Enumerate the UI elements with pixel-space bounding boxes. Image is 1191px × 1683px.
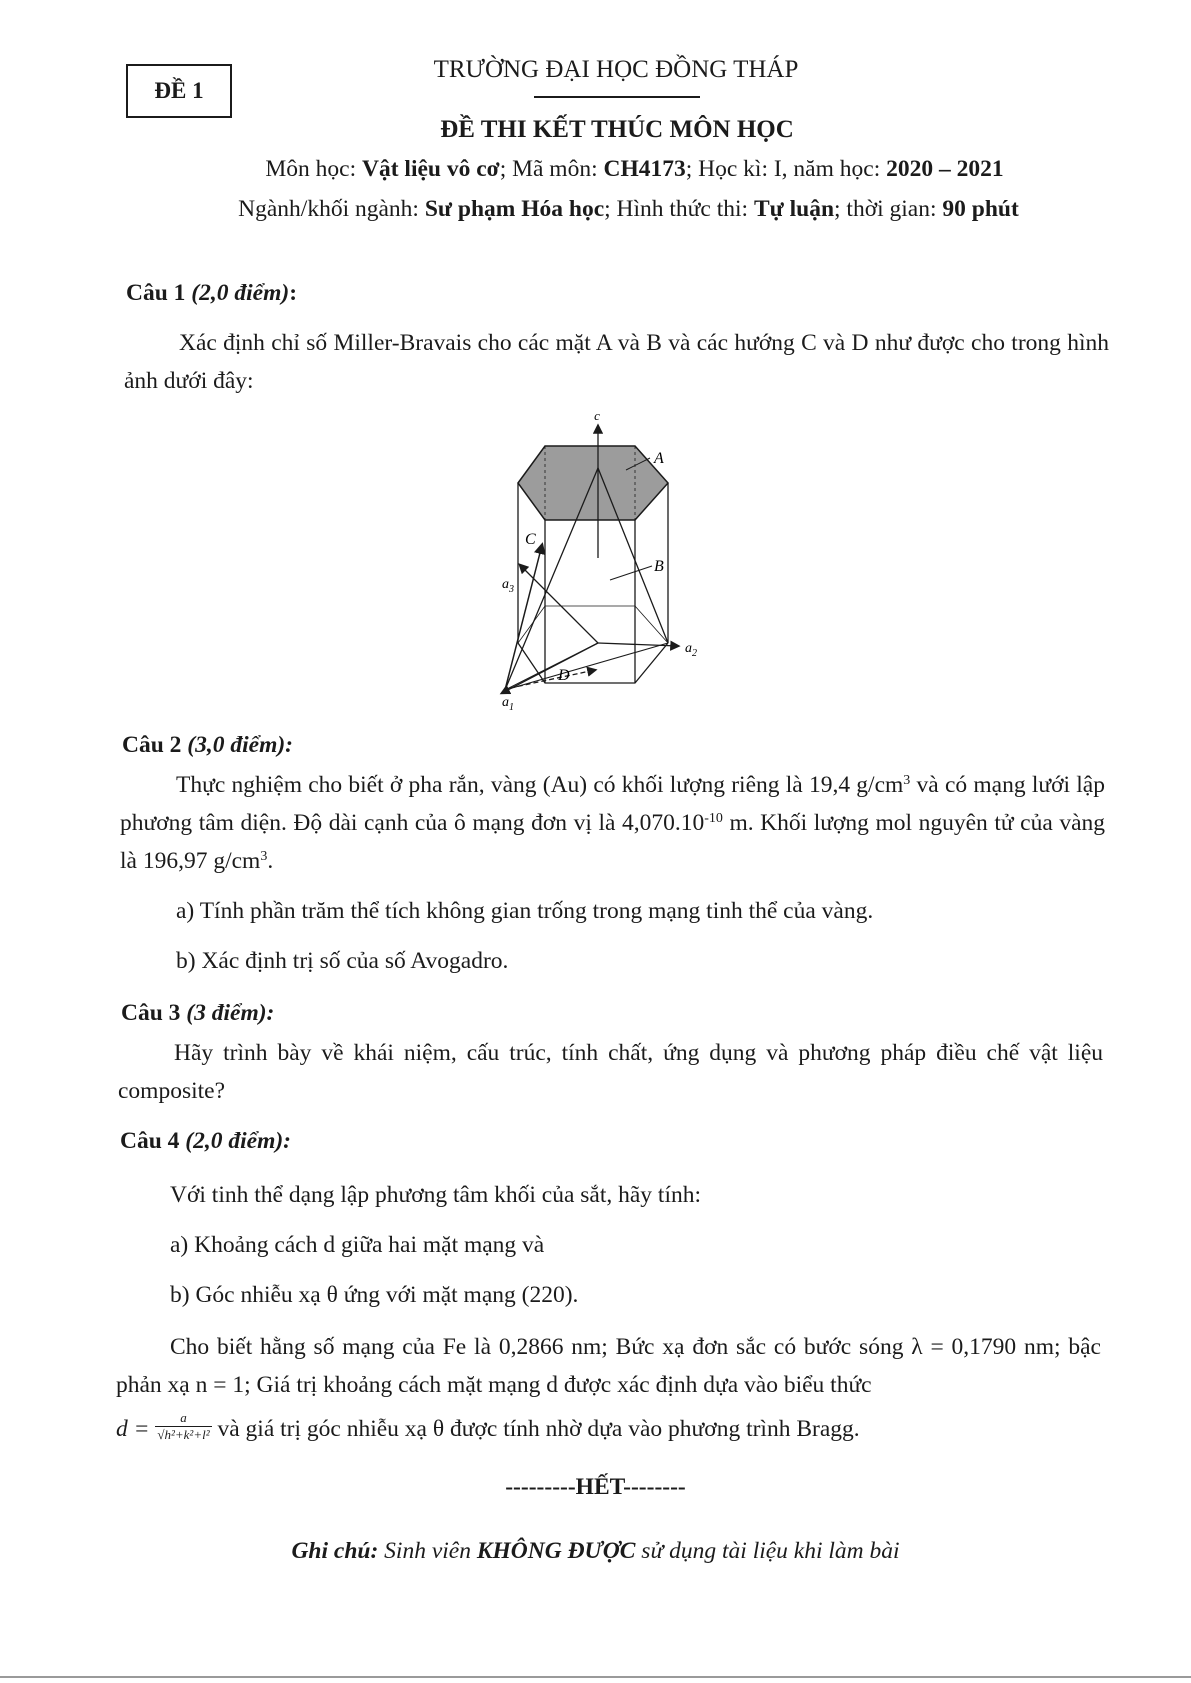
a1-axis-label: $a_1$: [502, 695, 514, 713]
course-info-line: Môn học: Vật liệu vô cơ; Mã môn: CH4173; Học kì: I, năm học: 2020 – 2021: [265, 156, 1004, 182]
course-code: CH4173: [603, 156, 686, 182]
question-4-item-b: b) Góc nhiễu xạ θ ứng với mặt mạng (220).: [170, 1282, 579, 1308]
question-1-text: Xác định chỉ số Miller-Bravais cho các mặt A và B và các hướng C và D như được cho trong hình ảnh dưới đây:: [124, 330, 1109, 394]
c-axis-label: c: [594, 408, 600, 423]
hexagonal-cell-figure: [480, 408, 740, 718]
exam-time: 90 phút: [942, 196, 1019, 222]
end-marker: ---------HẾT--------: [505, 1474, 686, 1500]
exam-form: Tự luận: [753, 196, 835, 222]
plane-A-label: A: [654, 450, 664, 467]
question-3-text: Hãy trình bày về khái niệm, cấu trúc, tính chất, ứng dụng và phương pháp điều chế vật liệu composite?: [118, 1040, 1103, 1104]
question-2-heading: Câu 2 (3,0 điểm):: [122, 732, 294, 758]
university-underline: [534, 96, 700, 98]
formula-fraction: $\frac{a}{\text{√h²+k²+l²}}$: [157, 1410, 210, 1442]
question-4-intro: Với tinh thể dạng lập phương tâm khối của sắt, hãy tính:: [170, 1182, 701, 1208]
exam-code-box: [126, 64, 232, 118]
question-2-item-b: b) Xác định trị số của số Avogadro.: [176, 948, 509, 974]
question-1-heading: Câu 1 (2,0 điểm):: [126, 280, 298, 306]
bottom-rule: [0, 1676, 1191, 1678]
a2-axis-label: $a_2$: [685, 641, 697, 659]
a3-axis-label: $a_3$: [502, 577, 514, 595]
major-name: Sư phạm Hóa học: [424, 196, 605, 222]
question-4-given: Cho biết hằng số mạng của Fe là 0,2866 nm; Bức xạ đơn sắc có bước sóng λ = 0,1790 nm; bậc phản xạ n = 1; Giá trị khoảng cách mặt mạng d được xác định dựa vào biểu thức: [116, 1334, 1101, 1398]
academic-year: 2020 – 2021: [886, 156, 1004, 182]
question-2-item-a: a) Tính phần trăm thể tích không gian trống trong mạng tinh thể của vàng.: [176, 898, 874, 924]
plane-A-shade: [518, 446, 668, 520]
question-4-heading: Câu 4 (2,0 điểm):: [120, 1128, 292, 1154]
note-line: Ghi chú: Sinh viên KHÔNG ĐƯỢC sử dụng tài liệu khi làm bài: [291, 1538, 900, 1564]
direction-C-label: C: [525, 531, 536, 548]
formula-lhs: d =: [116, 1415, 150, 1442]
question-4-item-a: a) Khoảng cách d giữa hai mặt mạng và: [170, 1232, 545, 1258]
major-info-line: Ngành/khối ngành: Sư phạm Hóa học; Hình thức thi: Tự luận; thời gian: 90 phút: [238, 196, 1019, 222]
question-3-heading: Câu 3 (3 điểm):: [121, 1000, 275, 1026]
course-name: Vật liệu vô cơ: [362, 156, 500, 182]
direction-D-label: D: [558, 667, 570, 684]
question-4-formula-line: d = $\frac{a}{\text{√h²+k²+l²}}$ và giá trị góc nhiễu xạ θ được tính nhờ dựa vào phương trình Bragg.: [116, 1410, 860, 1442]
question-2-text: Thực nghiệm cho biết ở pha rắn, vàng (Au) có khối lượng riêng là 19,4 $g/cm^3$ và có mạng lưới lập phương tâm diện. Độ dài cạnh của ô mạng đơn vị là $4,070.10^{-10}$ m. Khối lượng mol nguyên tử của vàng là 196,97 $g/cm^3$.: [120, 772, 1105, 874]
plane-B-label: B: [654, 558, 664, 575]
exam-code: ĐỀ 1: [154, 78, 204, 103]
